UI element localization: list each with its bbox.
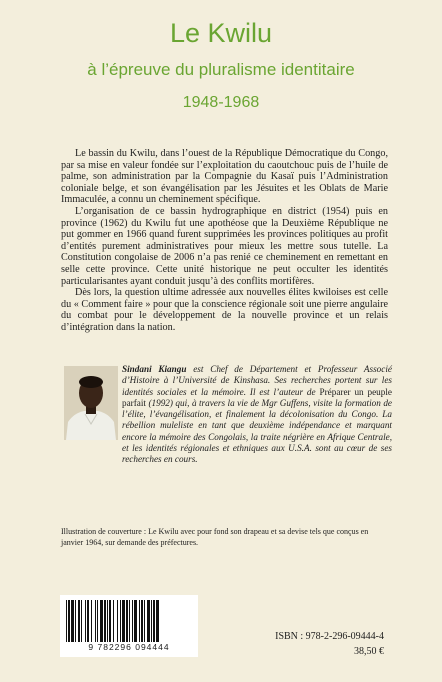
barcode-bars (66, 600, 192, 642)
blurb-paragraph-2: L’organisation de ce bassin hydrographique en district (1954) puis en province (1962) du Kwilu fut une apothéose que la Deuxième République ne put gommer en 1966 quand furent supprimées les provinces politiques au profit d’entités purement administratives pour mieux les mettre sous tutelle. La Constitution congolaise de 2006 n’a pas renié ce cheminement en remettant en selle cette province. Cette unité historique ne peut occulter les identités particularisantes ayant conduit jusqu’à des conflits mortifères. (61, 205, 388, 287)
price: 38,50 € (354, 646, 384, 657)
author-bio (122, 364, 392, 466)
barcode (60, 595, 198, 657)
cover-illustration-caption: Illustration de couverture : Le Kwilu avec pour fond son drapeau et sa devise tels que conçus en janvier 1964, sur demande des préfectures. (61, 527, 369, 547)
author-bio-text-2: (1992) qui, à travers la vie de Mgr Guffens, visite la formation de l’élite, l’évangélisation, et finalement la décolonisation du Congo. La rébellion muleliste en tant que deuxième indépendance et marquant encore la mémoire des Congolais, la traite négrière en Afrique Centrale, et les identités régionales et ethniques aux U.S.A. sont au cœur de ses recherches en cours. (122, 397, 392, 465)
blurb-paragraph-3: Dès lors, la question ultime adressée aux nouvelles élites kwiloises est celle du « Comment faire » pour que la conscience régionale soit une pierre angulaire du combat pour le développement de la nouvelle province et un relais d’intégration dans la nation. (61, 287, 388, 333)
author-photo (64, 366, 118, 440)
author-name: Sindani Kiangu (122, 364, 187, 374)
book-subtitle: à l’épreuve du pluralisme identitaire (87, 60, 355, 79)
blurb-paragraph-1: Le bassin du Kwilu, dans l’ouest de la République Démocratique du Congo, par sa mise en valeur fondée sur l’exploitation du caoutchouc puis de l’huile de palme, son administration par la Compagnie du Kasaï puis l’Administration coloniale belge, et son évangélisation par les Jésuites et les Oblats de Marie Immaculée, a connu un cheminement spécifique. (61, 148, 388, 206)
isbn: ISBN : 978-2-296-09444-4 (275, 631, 384, 642)
blurb (61, 148, 388, 334)
book-years: 1948-1968 (182, 94, 260, 111)
author-book-title: Préparer un peuple parfait (122, 386, 393, 408)
barcode-number: 9 782296 094444 (88, 642, 170, 652)
book-title: Le Kwilu (169, 18, 273, 48)
author-bio-text-1: est Chef de Département et Professeur Associé d’Histoire à l’Université de Kinshasa. Ses recherches portent sur les identités sociales et la mémoire. Il est l’auteur de (122, 364, 392, 397)
